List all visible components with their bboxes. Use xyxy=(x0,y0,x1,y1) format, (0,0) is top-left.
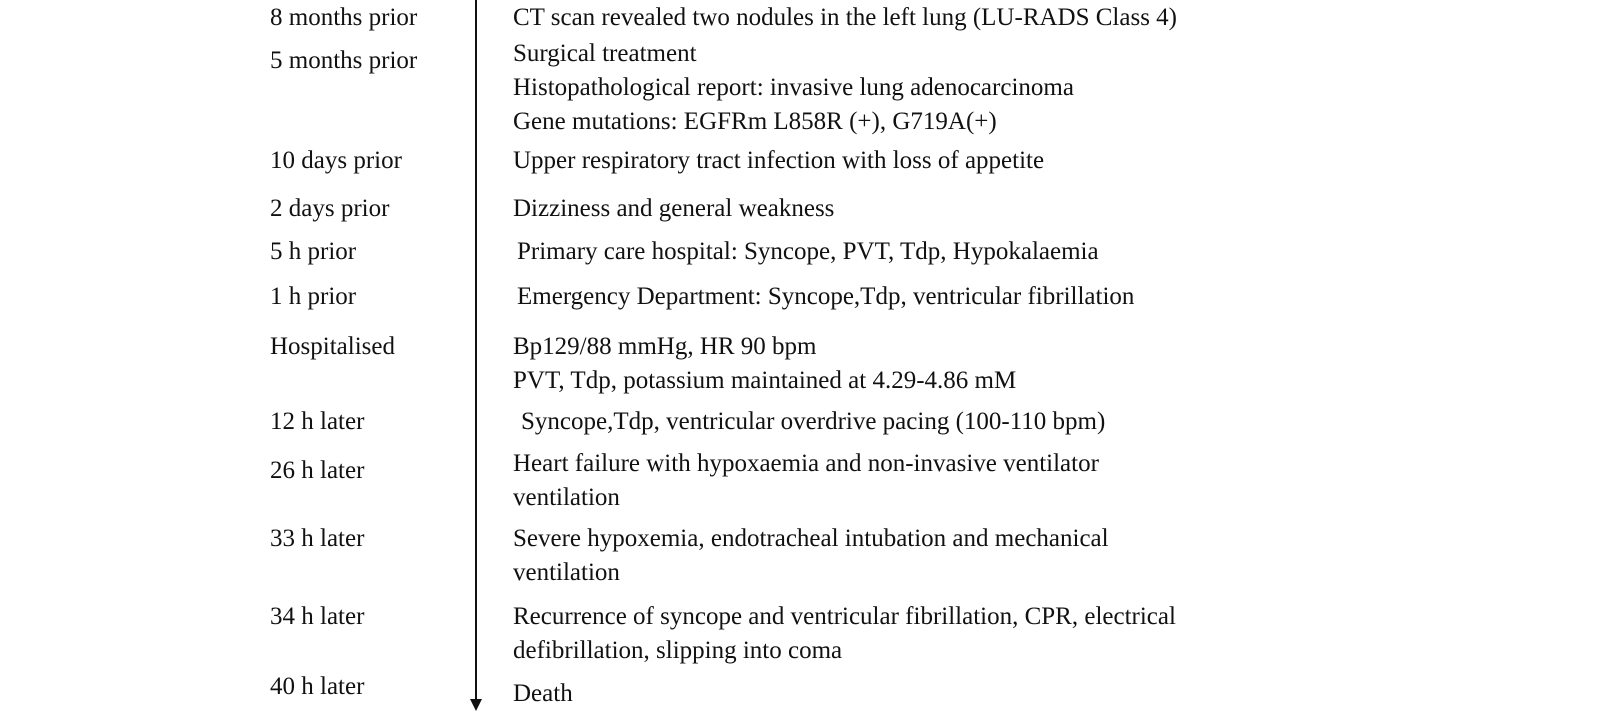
event-text xyxy=(513,330,1016,398)
event-text xyxy=(513,1,1177,35)
event-text xyxy=(513,192,834,226)
event-line: Heart failure with hypoxaemia and non-invasive ventilator xyxy=(513,450,1099,477)
event-line: Emergency Department: Syncope,Tdp, ventricular fibrillation xyxy=(517,283,1135,310)
time-label: 26 h later xyxy=(270,457,365,484)
event-text xyxy=(513,600,1176,668)
time-label: 5 months prior xyxy=(270,47,418,74)
event-line: CT scan revealed two nodules in the left lung (LU-RADS Class 4) xyxy=(513,4,1178,31)
event-line: Severe hypoxemia, endotracheal intubation and mechanical xyxy=(513,525,1109,552)
event-text xyxy=(513,522,1109,590)
time-label: 10 days prior xyxy=(270,147,402,174)
event-line: Primary care hospital: Syncope, PVT, Tdp, Hypokalaemia xyxy=(517,238,1099,265)
event-line: Dizziness and general weakness xyxy=(513,195,835,222)
time-label: 1 h prior xyxy=(270,283,357,310)
event-text xyxy=(513,447,1099,515)
time-label: 33 h later xyxy=(270,525,365,552)
event-text xyxy=(513,144,1044,178)
time-label: 5 h prior xyxy=(270,238,357,265)
event-text xyxy=(521,405,1105,439)
event-line: Bp129/88 mmHg, HR 90 bpm xyxy=(513,333,817,360)
event-text xyxy=(513,677,573,711)
time-label: 2 days prior xyxy=(270,195,390,222)
event-line: PVT, Tdp, potassium maintained at 4.29-4.86 mM xyxy=(513,367,1017,394)
time-label: Hospitalised xyxy=(270,333,395,360)
event-line: Upper respiratory tract infection with loss of appetite xyxy=(513,147,1045,174)
timeline-axis xyxy=(475,0,477,701)
event-text xyxy=(513,37,1074,139)
event-line: ventilation xyxy=(513,484,620,511)
event-line: Syncope,Tdp, ventricular overdrive pacing (100-110 bpm) xyxy=(521,408,1106,435)
event-line: Histopathological report: invasive lung adenocarcinoma xyxy=(513,74,1074,101)
event-line: ventilation xyxy=(513,559,620,586)
event-text xyxy=(517,280,1134,314)
timeline-arrow-icon xyxy=(470,699,482,711)
time-label: 12 h later xyxy=(270,408,365,435)
event-text xyxy=(517,235,1099,269)
event-line: Recurrence of syncope and ventricular fibrillation, CPR, electrical xyxy=(513,603,1176,630)
event-line: Gene mutations: EGFRm L858R (+), G719A(+) xyxy=(513,108,997,135)
time-label: 8 months prior xyxy=(270,4,418,31)
event-line: defibrillation, slipping into coma xyxy=(513,637,843,664)
event-line: Surgical treatment xyxy=(513,40,697,67)
event-line: Death xyxy=(513,680,573,707)
time-label: 34 h later xyxy=(270,603,365,630)
time-label: 40 h later xyxy=(270,673,365,700)
